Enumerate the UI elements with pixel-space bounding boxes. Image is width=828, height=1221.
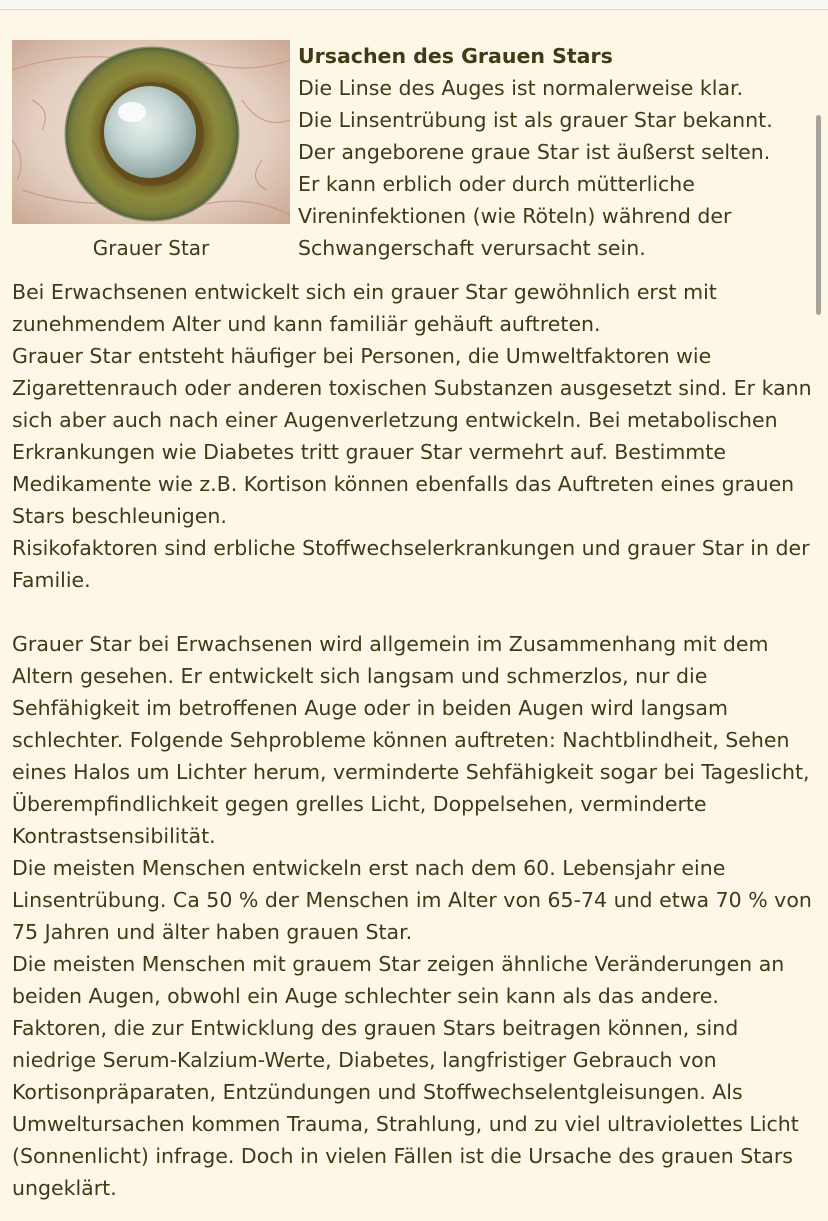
figure-caption: Grauer Star: [92, 236, 210, 260]
intro-line: Schwangerschaft verursacht sein.: [298, 236, 646, 260]
cataract-figure: [12, 40, 290, 263]
intro-line: Vireninfektionen (wie Röteln) während der: [298, 204, 732, 228]
section-heading: Ursachen des Grauen Stars: [298, 44, 613, 68]
cataract-eye-photo: [12, 40, 290, 224]
intro-block: [298, 40, 816, 264]
paragraph-adult-cataract: Bei Erwachsenen entwickelt sich ein grauer Star gewöhnlich erst mit zunehmendem Alter und kann familiär gehäuft auftreten. Grauer Star entsteht häufiger bei Personen, die Umweltfaktoren wie Zigarettenrauch oder anderen toxischen Substanzen ausgesetzt sind. Er kann sich aber auch nach einer Augenverletzung entwickeln. Bei metabolischen Erkrankungen wie Diabetes tritt grauer Star vermehrt auf. Bestimmte Medikamente wie z.B. Kortison können ebenfalls das Auftreten eines grauen Stars beschleunigen. Risikofaktoren sind erbliche Stoffwechselerkrankungen und grauer Star in der Familie.: [12, 280, 812, 592]
article-content: [12, 40, 816, 1204]
intro-line: Der angeborene graue Star ist äußerst selten.: [298, 140, 771, 164]
intro-line: Die Linse des Auges ist normalerweise klar.: [298, 76, 744, 100]
intro-line: Er kann erblich oder durch mütterliche: [298, 172, 695, 196]
browser-top-edge: [0, 0, 828, 10]
intro-line: Die Linsentrübung ist als grauer Star bekannt.: [298, 108, 773, 132]
paragraph-aging-cataract: Grauer Star bei Erwachsenen wird allgemein im Zusammenhang mit dem Altern gesehen. Er entwickelt sich langsam und schmerzlos, nur die Sehfähigkeit im betroffenen Auge oder in beiden Augen wird langsam schlechter. Folgende Sehprobleme können auftreten: Nachtblindheit, Sehen eines Halos um Lichter herum, verminderte Sehfähigkeit sogar bei Tageslicht, Überempfindlichkeit gegen grelles Licht, Doppelsehen, verminderte Kontrastsensibilität. Die meisten Menschen entwickeln erst nach dem 60. Lebensjahr eine Linsentrübung. Ca 50 % der Menschen im Alter von 65-74 und etwa 70 % von 75 Jahren und älter haben grauen Star. Die meisten Menschen mit grauem Star zeigen ähnliche Veränderungen an beiden Augen, obwohl ein Auge schlechter sein kann als das andere. Faktoren, die zur Entwicklung des grauen Stars beitragen können, sind niedrige Serum-Kalzium-Werte, Diabetes, langfristiger Gebrauch von Kortisonpräparaten, Entzündungen und Stoffwechselentgleisungen. Als Umweltursachen kommen Trauma, Strahlung, und zu viel ultraviolettes Licht (Sonnenlicht) infrage. Doch in vielen Fällen ist die Ursache des grauen Stars ungeklärt.: [12, 632, 812, 1200]
vertical-scrollbar[interactable]: [816, 115, 821, 315]
